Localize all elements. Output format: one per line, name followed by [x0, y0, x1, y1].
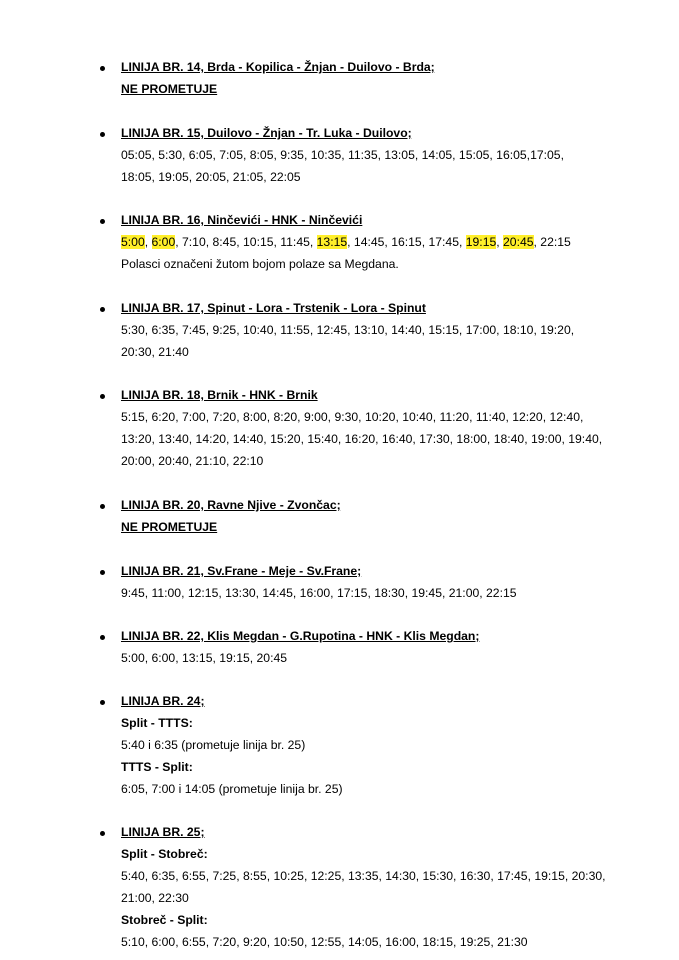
route-times: 5:40 i 6:35 (prometuje linija br. 25) — [121, 738, 306, 752]
route-title: LINIJA BR. 24; — [121, 694, 205, 708]
bullet-icon — [100, 700, 105, 705]
route-title: LINIJA BR. 16, Ninčevići - HNK - Ninčevići — [121, 213, 363, 227]
times-text: , 22:15 — [533, 235, 571, 249]
route-times: 6:05, 7:00 i 14:05 (prometuje linija br. 25) — [121, 782, 343, 796]
route-times: 5:10, 6:00, 6:55, 7:20, 9:20, 10:50, 12:55, 14:05, 16:00, 18:15, 19:25, 21:30 — [121, 935, 528, 949]
route-title: LINIJA BR. 20, Ravne Njive - Zvončac; — [121, 498, 341, 512]
times-text: , — [144, 235, 152, 249]
bullet-icon — [100, 394, 105, 399]
direction-label: Split - TTTS: — [121, 716, 193, 730]
route-note: Polasci označeni žutom bojom polaze sa Megdana. — [121, 257, 399, 271]
highlighted-time: 5:00 — [121, 235, 145, 249]
route-status: NE PROMETUJE — [121, 520, 218, 534]
route-status: NE PROMETUJE — [121, 82, 218, 96]
route-times: 18:05, 19:05, 20:05, 21:05, 22:05 — [121, 170, 301, 184]
times-text: , 7:10, 8:45, 10:15, 11:45, — [175, 235, 317, 249]
times-text: , 14:45, 16:15, 17:45, — [347, 235, 466, 249]
route-title: LINIJA BR. 15, Duilovo - Žnjan - Tr. Luka - Duilovo; — [121, 126, 412, 140]
highlighted-time: 20:45 — [503, 235, 534, 249]
route-times — [121, 234, 571, 250]
bullet-icon — [100, 570, 105, 575]
route-title: LINIJA BR. 25; — [121, 825, 205, 839]
bullet-icon — [100, 635, 105, 640]
route-title: LINIJA BR. 18, Brnik - HNK - Brnik — [121, 388, 318, 402]
bullet-icon — [100, 66, 105, 71]
route-times: 21:00, 22:30 — [121, 891, 189, 905]
route-title: LINIJA BR. 21, Sv.Frane - Meje - Sv.Frane; — [121, 564, 362, 578]
bullet-icon — [100, 219, 105, 224]
bullet-icon — [100, 132, 105, 137]
bullet-icon — [100, 504, 105, 509]
route-times: 9:45, 11:00, 12:15, 13:30, 14:45, 16:00, 17:15, 18:30, 19:45, 21:00, 22:15 — [121, 586, 517, 600]
times-text: , — [496, 235, 504, 249]
bullet-icon — [100, 307, 105, 312]
highlighted-time: 6:00 — [151, 235, 176, 249]
route-title: LINIJA BR. 17, Spinut - Lora - Trstenik - Lora - Spinut — [121, 301, 426, 315]
route-times: 5:00, 6:00, 13:15, 19:15, 20:45 — [121, 651, 288, 665]
route-title: LINIJA BR. 22, Klis Megdan - G.Rupotina - HNK - Klis Megdan; — [121, 629, 480, 643]
direction-label: Stobreč - Split: — [121, 913, 208, 927]
route-times: 5:15, 6:20, 7:00, 7:20, 8:00, 8:20, 9:00, 9:30, 10:20, 10:40, 11:20, 11:40, 12:20, 12:40, — [121, 410, 584, 424]
route-times: 20:30, 21:40 — [121, 345, 189, 359]
route-times: 20:00, 20:40, 21:10, 22:10 — [121, 454, 264, 468]
direction-label: Split - Stobreč: — [121, 847, 208, 861]
highlighted-time: 13:15 — [316, 235, 348, 249]
route-times: 13:20, 13:40, 14:20, 14:40, 15:20, 15:40, 16:20, 16:40, 17:30, 18:00, 18:40, 19:00, 19:40, — [121, 432, 603, 446]
route-times: 5:40, 6:35, 6:55, 7:25, 8:55, 10:25, 12:25, 13:35, 14:30, 15:30, 16:30, 17:45, 19:15, 20:30, — [121, 869, 606, 883]
route-times: 05:05, 5:30, 6:05, 7:05, 8:05, 9:35, 10:35, 11:35, 13:05, 14:05, 15:05, 16:05,17:05, — [121, 148, 564, 162]
bullet-icon — [100, 831, 105, 836]
highlighted-time: 19:15 — [465, 235, 497, 249]
route-times: 5:30, 6:35, 7:45, 9:25, 10:40, 11:55, 12:45, 13:10, 14:40, 15:15, 17:00, 18:10, 19:20, — [121, 323, 575, 337]
direction-label: TTTS - Split: — [121, 760, 193, 774]
route-title: LINIJA BR. 14, Brda - Kopilica - Žnjan - Duilovo - Brda; — [121, 60, 435, 74]
